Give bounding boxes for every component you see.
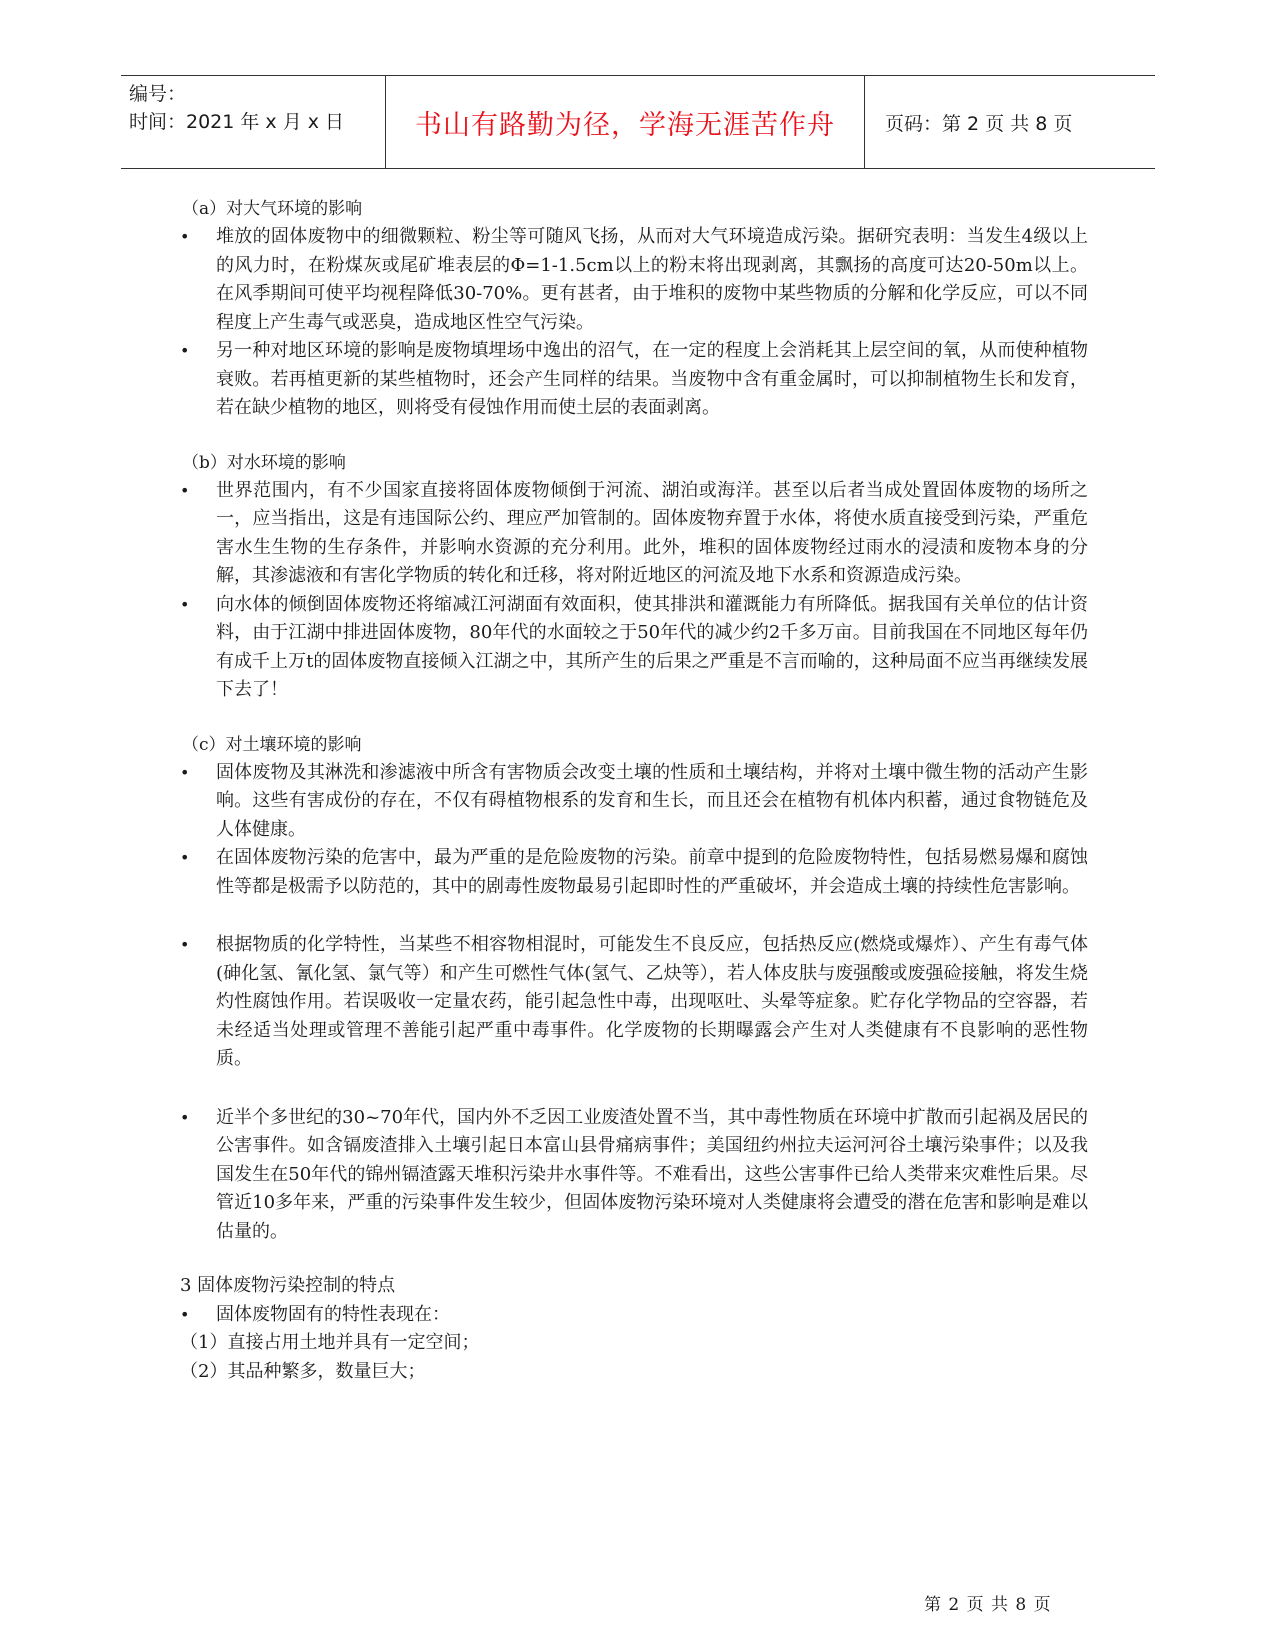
list-item: （2）其品种繁多，数量巨大； [180,1360,426,1382]
bullet-icon: • [180,227,190,246]
list-item: • 向水体的倾倒固体废物还将缩减江河湖面有效面积，使其排洪和灌溉能力有所降低。据我国有关单位的估计资料，由于江湖中排进固体废物，80年代的水面较之于50年代的减少约2千多万亩。目前我国在不同地区每年仍有成千上万t的固体废物直接倾入江湖之中，其所产生的后果之严重是不言而喻的，这种局面不应当再继续发展下去了！ [186,591,1088,705]
list-item: • 固体废物及其淋洗和渗滤液中所含有害物质会改变土壤的性质和土壤结构，并将对土壤中微生物的活动产生影响。这些有害成份的存在，不仅有碍植物根系的发育和生长，而且还会在植物有机体内积蓄，通过食物链危及人体健康。 [186,759,1088,845]
list-item: • 固体废物固有的特性表现在： [186,1301,1088,1330]
bullet-icon: • [180,848,190,867]
number-label: 编号： [129,83,187,105]
header-info-cell [121,76,386,168]
section-heading-air: （a）对大气环境的影响 [182,199,363,219]
header-table [121,75,1155,169]
page-label: 页码：第 2 页 共 8 页 [885,112,1073,135]
bullet-icon: • [180,1107,190,1127]
list-item: • 世界范围内，有不少国家直接将固体废物倾倒于河流、湖泊或海洋。甚至以后者当成处置固体废物的场所之一，应当指出，这是有违国际公约、理应严加管制的。固体废物弃置于水体，将使水质直接受到污染，严重危害水生生物的生存条件，并影响水资源的充分利用。此外，堆积的固体废物经过雨水的浸渍和废物本身的分解，其渗滤液和有害化学物质的转化和迁移，将对附近地区的河流及地下水系和资源造成污染。 [186,477,1088,591]
header-page-cell [865,76,1155,168]
list-item: • 在固体废物污染的危害中，最为严重的是危险废物的污染。前章中提到的危险废物特性，包括易燃易爆和腐蚀性等都是极需予以防范的，其中的剧毒性废物最易引起即时性的严重破坏，并会造成土壤的持续性危害影响。 [186,844,1088,901]
list-item: （1）直接占用土地并具有一定空间； [180,1332,480,1353]
list-item: • 堆放的固体废物中的细微颗粒、粉尘等可随风飞扬，从而对大气环境造成污染。据研究表明：当发生4级以上的风力时，在粉煤灰或尾矿堆表层的Φ=1-1.5cm以上的粉末将出现剥离，其飘扬的高度可达20-50m以上。在风季期间可使平均视程降低30-70%。更有甚者，由于堆积的废物中某些物质的分解和化学反应，可以不同程度上产生毒气或恶臭，造成地区性空气污染。 [186,223,1088,337]
bullet-icon: • [180,1304,190,1324]
bullet-icon: • [180,341,190,360]
bullet-icon: • [180,594,190,614]
bullet-icon: • [180,762,190,782]
page-footer: 第 2 页 共 8 页 [924,1595,1052,1615]
header-motto-cell [386,76,865,168]
section-heading-soil: （c）对土壤环境的影响 [182,734,362,755]
bullet-icon: • [180,480,190,500]
list-item: • 根据物质的化学特性，当某些不相容物相混时，可能发生不良反应，包括热反应(燃烧或爆炸）、产生有毒气体(砷化氢、氰化氢、氯气等）和产生可燃性气体(氢气、乙炔等），若人体皮肤与废强酸或废强硷接触，将发生烧灼性腐蚀作用。若误吸收一定量农药，能引起急性中毒，出现呕吐、头晕等症象。贮存化学物品的空容器，若未经适当处理或管理不善能引起严重中毒事件。化学废物的长期曝露会产生对人类健康有不良影响的恶性物质。 [186,931,1088,1074]
section-heading-water: （b）对水环境的影响 [182,452,346,473]
motto-text: 书山有路勤为径，学海无涯苦作舟 [415,109,835,141]
list-item: • 近半个多世纪的30~70年代，国内外不乏因工业废渣处置不当，其中毒性物质在环境中扩散而引起祸及居民的公害事件。如含镉废渣排入土壤引起日本富山县骨痛病事件；美国纽约州拉夫运河河谷土壤污染事件；以及我国发生在50年代的锦州镉渣露天堆积污染井水事件等。不难看出，这些公害事件已给人类带来灾难性后果。尽管近10多年来，严重的污染事件发生较少，但固体废物污染环境对人类健康将会遭受的潜在危害和影响是难以估量的。 [186,1104,1088,1247]
time-label: 时间：2021 年 x 月 x 日 [129,111,345,133]
list-item: • 另一种对地区环境的影响是废物填埋场中逸出的沼气，在一定的程度上会消耗其上层空间的氧，从而使种植物衰败。若再植更新的某些植物时，还会产生同样的结果。当废物中含有重金属时，可以抑制植物生长和发育，若在缺少植物的地区，则将受有侵蚀作用而使土层的表面剥离。 [186,337,1088,423]
section-heading-control: 3 固体废物污染控制的特点 [180,1275,396,1296]
document-body [180,195,1088,1386]
bullet-icon: • [180,935,190,954]
